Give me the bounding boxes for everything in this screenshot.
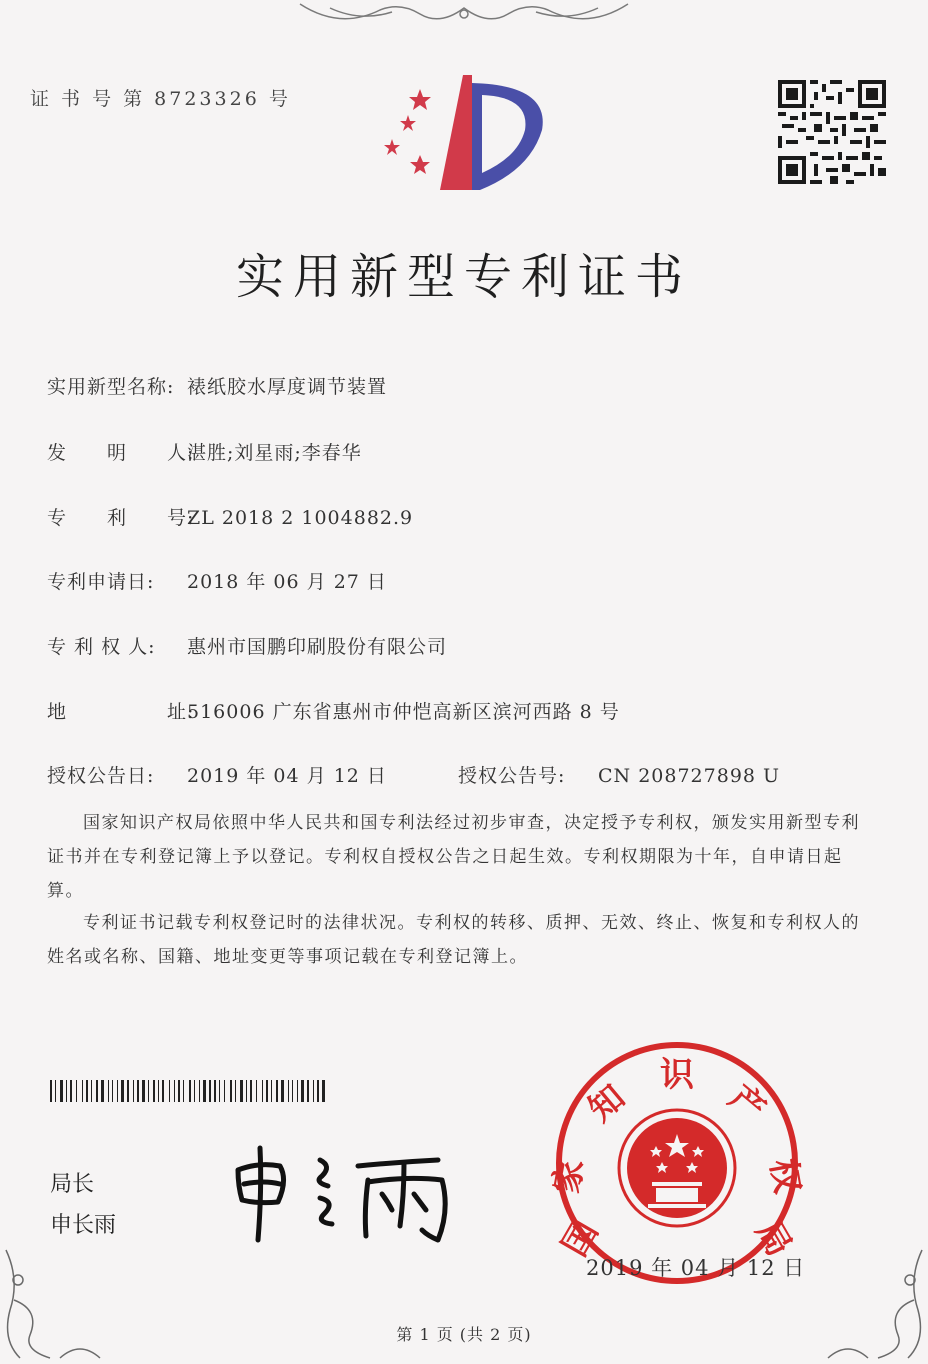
qr-code	[778, 80, 886, 184]
patent-office-logo-icon	[380, 75, 550, 195]
barcode-bar	[148, 1080, 149, 1102]
barcode-bar	[137, 1080, 139, 1102]
barcode-bar	[70, 1080, 72, 1102]
barcode-bar	[317, 1080, 319, 1102]
barcode-bar	[142, 1080, 145, 1102]
barcode-bar	[82, 1080, 83, 1102]
seal-char: 权	[762, 1155, 808, 1197]
field-label: 专利申请日:	[47, 571, 155, 593]
barcode-bar	[203, 1080, 206, 1102]
barcode-bar	[322, 1080, 325, 1102]
field-label: 实用新型名称:	[47, 376, 175, 398]
barcode-bar	[297, 1080, 298, 1102]
seal-char: 知	[581, 1077, 633, 1130]
field-value: 516006 广东省惠州市仲恺高新区滨河西路 8 号	[187, 701, 620, 723]
barcode	[50, 1080, 330, 1102]
field-patent-number	[47, 503, 413, 530]
barcode-bar	[108, 1080, 109, 1102]
barcode-bar	[50, 1080, 52, 1102]
barcode-bar	[183, 1080, 184, 1102]
director-name: 申长雨	[50, 1213, 117, 1238]
barcode-bar	[174, 1080, 175, 1102]
official-seal	[546, 1038, 808, 1288]
barcode-bar	[276, 1080, 278, 1102]
barcode-bar	[101, 1080, 104, 1102]
barcode-bar	[266, 1080, 268, 1102]
page-number: 第 1 页 (共 2 页)	[396, 1325, 532, 1344]
barcode-bar	[112, 1080, 113, 1102]
barcode-bar	[209, 1080, 211, 1102]
field-value: ZL 2018 2 1004882.9	[187, 507, 414, 529]
barcode-bar	[271, 1080, 272, 1102]
barcode-bar	[60, 1080, 63, 1102]
barcode-bar	[199, 1080, 200, 1102]
paragraph-legal-status: 专利证书记载专利权登记时的法律状况。专利权的转移、质押、无效、终止、恢复和专利权人的姓名或名称、国籍、地址变更等事项记载在专利登记簿上。	[47, 913, 860, 967]
barcode-bar	[230, 1080, 232, 1102]
seal-char: 国	[554, 1213, 607, 1264]
field-value: 湛胜;刘星雨;李春华	[187, 442, 362, 464]
field-value: 惠州市国鹏印刷股份有限公司	[187, 636, 448, 658]
director-signature	[228, 1140, 468, 1250]
barcode-bar	[256, 1080, 257, 1102]
barcode-bar	[127, 1080, 129, 1102]
barcode-bar	[194, 1080, 195, 1102]
field-patentee	[47, 632, 447, 659]
field-grant-date	[47, 761, 387, 788]
seal-date: 2019 年 04 月 12 日	[586, 1256, 806, 1280]
top-border-ornament	[0, 0, 928, 40]
field-inventors	[47, 438, 362, 465]
barcode-bar	[224, 1080, 225, 1102]
barcode-bar	[313, 1080, 314, 1102]
field-label: 发 明 人:	[47, 442, 195, 464]
barcode-bar	[158, 1080, 159, 1102]
bottom-right-corner-ornament	[818, 1240, 928, 1364]
field-label: 专 利 权 人:	[47, 636, 156, 658]
barcode-bar	[246, 1080, 247, 1102]
certificate-title: 实用新型专利证书	[235, 249, 692, 305]
field-value: CN 208727898 U	[598, 765, 781, 787]
field-label: 地 址:	[47, 701, 195, 723]
field-address	[47, 697, 620, 724]
barcode-bar	[281, 1080, 284, 1102]
certificate-number: 证 书 号 第 8723326 号	[30, 88, 291, 110]
barcode-bar	[96, 1080, 98, 1102]
seal-char: 局	[747, 1213, 800, 1264]
barcode-bar	[162, 1080, 164, 1102]
barcode-bar	[250, 1080, 252, 1102]
barcode-bar	[117, 1080, 118, 1102]
paragraph-grant-statement: 国家知识产权局依照中华人民共和国专利法经过初步审查，决定授予专利权，颁发实用新型专利证书并在专利登记簿上予以登记。专利权自授权公告之日起生效。专利权期限为十年，自申请日起算。	[47, 813, 860, 901]
field-value: 2018 年 06 月 27 日	[187, 571, 387, 593]
barcode-bar	[153, 1080, 155, 1102]
barcode-bar	[301, 1080, 304, 1102]
barcode-bar	[169, 1080, 170, 1102]
barcode-bar	[292, 1080, 293, 1102]
barcode-bar	[55, 1080, 56, 1102]
field-label: 授权公告号:	[458, 765, 566, 787]
field-value: 裱纸胶水厚度调节装置	[187, 376, 388, 398]
barcode-bar	[86, 1080, 88, 1102]
seal-char: 识	[660, 1055, 694, 1095]
field-label: 专 利 号:	[47, 507, 195, 529]
seal-char: 产	[721, 1077, 773, 1130]
barcode-bar	[133, 1080, 134, 1102]
barcode-bar	[262, 1080, 263, 1102]
barcode-bar	[307, 1080, 309, 1102]
barcode-bar	[178, 1080, 180, 1102]
barcode-bar	[219, 1080, 220, 1102]
barcode-bar	[189, 1080, 191, 1102]
barcode-bar	[240, 1080, 243, 1102]
field-utility-name	[47, 372, 387, 399]
barcode-bar	[91, 1080, 92, 1102]
barcode-bar	[235, 1080, 236, 1102]
barcode-bar	[288, 1080, 289, 1102]
seal-char: 家	[546, 1155, 592, 1197]
field-application-date	[47, 567, 387, 594]
barcode-bar	[214, 1080, 216, 1102]
barcode-bar	[66, 1080, 67, 1102]
barcode-bar	[121, 1080, 124, 1102]
field-announcement-number	[458, 761, 780, 788]
field-value: 2019 年 04 月 12 日	[187, 765, 387, 787]
bottom-left-corner-ornament	[0, 1240, 110, 1364]
field-label: 授权公告日:	[47, 765, 155, 787]
barcode-bar	[76, 1080, 77, 1102]
director-title: 局长	[50, 1172, 95, 1197]
